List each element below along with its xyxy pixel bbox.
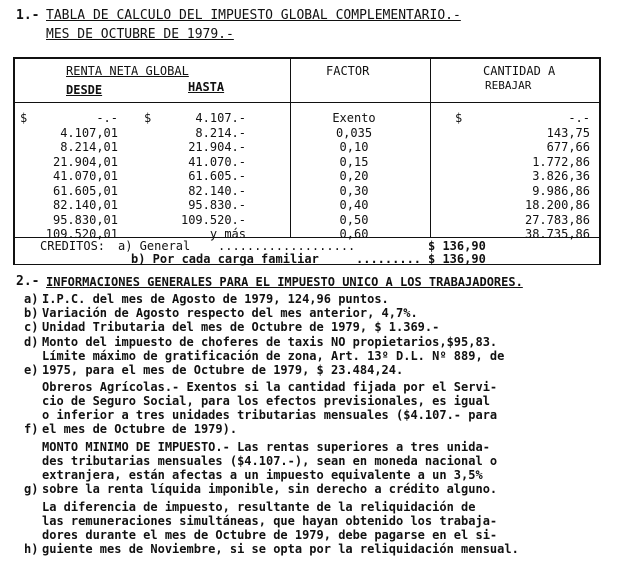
list-item-line: Obreros Agrícolas.- Exentos si la cantidad fijada por el Servi- (42, 380, 498, 395)
table-right-border (599, 57, 601, 265)
list-item-line: I.P.C. del mes de Agosto de 1979, 124,96 puntos. (42, 292, 389, 306)
list-item-label: a) (24, 292, 39, 306)
list-item-line: MONTO MINIMO DE IMPUESTO.- Las rentas superiores a tres unida- (42, 440, 490, 454)
row-factor: 0,50 (339, 212, 369, 227)
row-desde: 41.070,01 (52, 169, 118, 183)
list-item-label: e) (24, 362, 39, 377)
row-factor: Exento (332, 111, 376, 125)
list-item-text (42, 306, 418, 320)
header-renta-neta-global: RENTA NETA GLOBAL (66, 64, 189, 78)
row-hasta: 8.214.- (195, 125, 246, 140)
row-hasta: 21.904.- (188, 140, 246, 154)
list-item-text (42, 335, 497, 349)
section-1-title: TABLA DE CALCULO DEL IMPUESTO GLOBAL COMPLEMENTARIO.- (46, 8, 461, 23)
row-factor: 0,20 (339, 169, 369, 183)
creditos-label: CREDITOS: (40, 239, 106, 253)
row-desde: 95.830,01 (52, 212, 118, 227)
row-cantidad: 3.826,36 (532, 169, 590, 183)
row-factor: 0,60 (339, 227, 369, 241)
list-item-line: sobre la renta líquida imponible, sin derecho a crédito alguno. (42, 482, 498, 496)
list-item-text (42, 380, 497, 436)
row-hasta: y más (209, 227, 246, 241)
list-item-line: La diferencia de impuesto, resultante de la reliquidación de (42, 499, 476, 514)
row-cantidad: 143,75 (546, 125, 590, 140)
row-desde: -.- (96, 111, 118, 125)
table-left-border (13, 57, 15, 265)
header-hasta: HASTA (188, 80, 225, 94)
list-item-line: cio de Seguro Social, para los efectos previsionales, es igual (42, 394, 490, 409)
list-item-text (42, 292, 389, 306)
list-item-label: g) (24, 482, 39, 496)
table-header-divider (13, 102, 601, 103)
section-2-title: INFORMACIONES GENERALES PARA EL IMPUESTO UNICO A LOS TRABAJADORES. (46, 275, 523, 289)
list-item-line: las remuneraciones simultáneas, que hayan obtenido los trabaja- (42, 513, 498, 528)
row-hasta-prefix: $ (144, 111, 152, 125)
row-hasta: 109.520.- (180, 212, 246, 227)
row-hasta: 4.107.- (195, 111, 246, 125)
row-desde: 82.140,01 (52, 198, 118, 212)
table-divider-factor (290, 57, 291, 237)
row-factor: 0,15 (339, 154, 369, 169)
list-item-text (42, 349, 504, 377)
header-cantidad-a: CANTIDAD A (483, 64, 556, 78)
row-desde: 4.107,01 (60, 125, 118, 140)
row-hasta: 61.605.- (188, 169, 246, 183)
list-item-label: d) (24, 334, 39, 349)
list-item-label: b) (24, 306, 39, 321)
list-item-label: c) (24, 320, 39, 335)
list-item-text (42, 320, 439, 334)
list-item (24, 349, 504, 377)
credito-carga-familiar-label: b) Por cada carga familiar (131, 252, 319, 266)
section-1-number: 1.- (16, 8, 40, 23)
list-item (24, 292, 389, 306)
credito-carga-familiar-value: $ 136,90 (428, 252, 486, 266)
table-divider-cantidad (430, 57, 431, 237)
credito-carga-familiar-dots: ......... (356, 252, 422, 266)
row-hasta: 95.830.- (188, 198, 246, 212)
list-item (24, 335, 497, 349)
row-desde: 109.520,01 (45, 227, 118, 241)
list-item-line: des tributarias mensuales ($4.107.-), sean en moneda nacional o (42, 454, 498, 468)
list-item-line: guiente mes de Noviembre, si se opta por la reliquidación mensual. (42, 541, 519, 556)
row-factor: 0,10 (339, 140, 369, 154)
list-item-line: el mes de Octubre de 1979). (42, 422, 238, 437)
list-item-line: Unidad Tributaria del mes de Octubre de 1979, $ 1.369.- (42, 320, 440, 335)
list-item (24, 320, 439, 334)
list-item-line: extranjera, están afectas a un impuesto equivalente a un 3,5% (42, 468, 483, 482)
list-item-line: Límite máximo de gratificación de zona, Art. 13º D.L. Nº 889, de (42, 348, 505, 363)
table-top-border (13, 57, 601, 59)
row-cantidad: -.- (568, 111, 590, 125)
row-cantidad: 18.200,86 (524, 198, 590, 212)
row-cantidad: 1.772,86 (532, 154, 590, 169)
row-desde: 21.904,01 (52, 154, 118, 169)
list-item-line: 1975, para el mes de Octubre de 1979, $ 23.484,24. (42, 362, 404, 377)
row-desde: 61.605,01 (52, 183, 118, 198)
list-item-label: f) (24, 422, 39, 437)
list-item-line: dores durante el mes de Octubre de 1979, debe pagarse en el si- (42, 527, 498, 542)
list-item-text (42, 500, 519, 556)
row-cantidad: 9.986,86 (532, 183, 590, 198)
header-factor: FACTOR (326, 64, 370, 78)
list-item (24, 306, 418, 320)
row-factor: 0,30 (339, 183, 369, 198)
row-cantidad-prefix: $ (455, 111, 463, 125)
credito-general-dots: ................... (218, 239, 356, 253)
row-desde-prefix: $ (20, 111, 28, 125)
list-item-line: o inferior a tres unidades tributarias mensuales ($4.107.- para (42, 408, 498, 423)
list-item-line: Monto del impuesto de choferes de taxis NO propietarios,$95,83. (42, 334, 498, 349)
row-desde: 8.214,01 (60, 140, 118, 154)
row-factor: 0,40 (339, 198, 369, 212)
header-rebajar: REBAJAR (485, 79, 532, 92)
list-item (24, 500, 519, 556)
row-factor: 0,035 (335, 125, 373, 140)
row-hasta: 41.070.- (188, 154, 246, 169)
row-cantidad: 38.735,86 (524, 227, 590, 241)
section-2-number: 2.- (16, 274, 40, 289)
section-1-subtitle: MES DE OCTUBRE DE 1979.- (46, 27, 234, 42)
list-item-text (42, 440, 497, 496)
credito-general-label: a) General (118, 239, 191, 253)
list-item-line: Variación de Agosto respecto del mes anterior, 4,7%. (42, 306, 418, 321)
row-cantidad: 27.783,86 (524, 212, 590, 227)
list-item (24, 380, 497, 436)
header-desde: DESDE (66, 83, 103, 97)
row-cantidad: 677,66 (546, 140, 590, 154)
credito-general-value: $ 136,90 (428, 239, 486, 253)
list-item (24, 440, 497, 496)
row-hasta: 82.140.- (188, 183, 246, 198)
list-item-label: h) (24, 541, 39, 556)
